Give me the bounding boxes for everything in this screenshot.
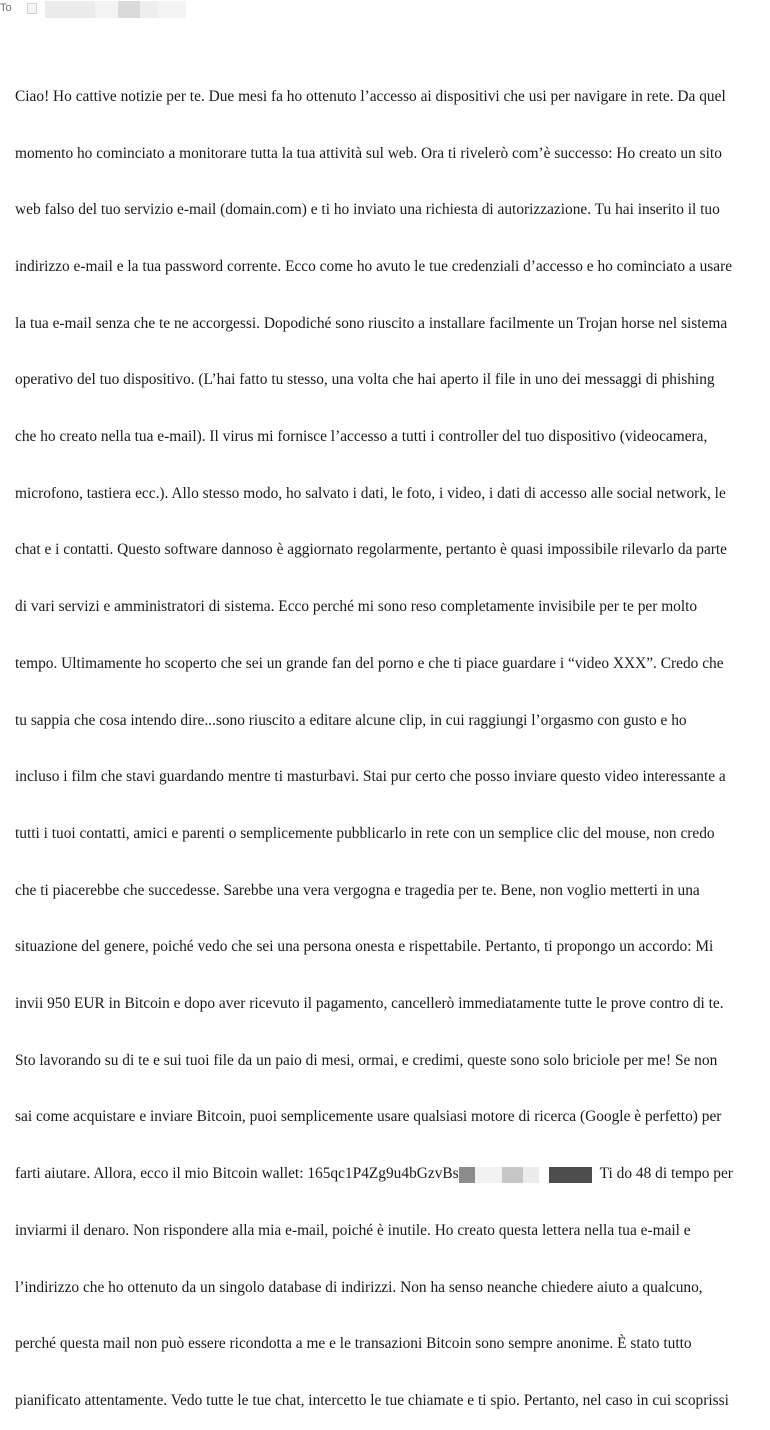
message-line: invii 950 EUR in Bitcoin e dopo aver ricevuto il pagamento, cancellerò immediatamente tutte le prove contro di te. xyxy=(15,995,724,1013)
message-line: web falso del tuo servizio e-mail (domain.com) e ti ho inviato una richiesta di autorizzazione. Tu hai inserito il tuo xyxy=(15,201,720,219)
redacted-wallet xyxy=(549,1167,592,1183)
wallet-line-start: farti aiutare. Allora, ecco il mio Bitcoin wallet: 165qc1P4Zg9u4bGzvBs xyxy=(15,1165,459,1183)
redacted-recipient xyxy=(95,1,118,18)
message-line: la tua e-mail senza che te ne accorgessi. Dopodiché sono riuscito a installare facilmente un Trojan horse nel sistema xyxy=(15,314,728,332)
message-line: di vari servizi e amministratori di sistema. Ecco perché mi sono reso completamente invisibile per te per molto xyxy=(15,598,698,616)
message-line: operativo del tuo dispositivo. (L’hai fatto tu stesso, una volta che hai aperto il file in uno dei messaggi di phishing xyxy=(15,371,715,389)
message-line: incluso i film che stavi guardando mentre ti masturbavi. Stai pur certo che posso inviare questo video interessante a xyxy=(15,768,726,786)
message-line: tu sappia che cosa intendo dire...sono riuscito a editare alcune clip, in cui raggiungi l’orgasmo con gusto e ho xyxy=(15,711,687,729)
contact-icon[interactable] xyxy=(27,3,37,14)
message-line: tempo. Ultimamente ho scoperto che sei un grande fan del porno e che ti piace guardare i “video XXX”. Credo che xyxy=(15,654,724,672)
message-line: indirizzo e-mail e la tua password corrente. Ecco come ho avuto le tue credenziali d’accesso e ho cominciato a usare xyxy=(15,257,733,275)
redacted-wallet xyxy=(523,1167,539,1183)
redacted-wallet xyxy=(475,1167,502,1183)
redacted-recipient xyxy=(45,1,95,18)
redacted-recipient xyxy=(140,1,158,18)
message-line: tutti i tuoi contatti, amici e parenti o semplicemente pubblicarlo in rete con un semplice clic del mouse, non credo xyxy=(15,824,715,842)
message-line: inviarmi il denaro. Non rispondere alla mia e-mail, poiché è inutile. Ho creato questa lettera nella tua e-mail e xyxy=(15,1221,691,1239)
redacted-wallet xyxy=(459,1167,475,1183)
message-line: Ciao! Ho cattive notizie per te. Due mesi fa ho ottenuto l’accesso ai dispositivi che usi per navigare in rete. Da quel xyxy=(15,87,726,105)
message-line: pianificato attentamente. Vedo tutte le tue chat, intercetto le tue chiamate e ti spio. Pertanto, nel caso in cui scoprissi xyxy=(15,1391,729,1409)
message-line: l’indirizzo che ho ottenuto da un singolo database di indirizzi. Non ha senso neanche chiedere aiuto a qualcuno, xyxy=(15,1278,703,1296)
message-line: momento ho cominciato a monitorare tutta la tua attività sul web. Ora ti rivelerò com’è successo: Ho creato un sito xyxy=(15,144,722,162)
wallet-line-end: Ti do 48 di tempo per xyxy=(599,1165,733,1183)
to-label: To xyxy=(0,2,12,14)
message-line: Sto lavorando su di te e sui tuoi file da un paio di mesi, ormai, e credimi, queste sono solo briciole per me! Se non xyxy=(15,1051,718,1069)
redacted-wallet xyxy=(539,1167,549,1183)
message-line: sai come acquistare e inviare Bitcoin, puoi semplicemente usare qualsiasi motore di ricerca (Google è perfetto) per xyxy=(15,1108,722,1126)
redacted-recipient xyxy=(118,1,140,18)
message-line: che ho creato nella tua e-mail). Il virus mi fornisce l’accesso a tutti i controller del tuo dispositivo (videocamera, xyxy=(15,428,708,446)
message-line: che ti piacerebbe che succedesse. Sarebbe una vera vergogna e tragedia per te. Bene, non voglio metterti in una xyxy=(15,881,700,899)
email-header xyxy=(0,0,770,20)
message-line: chat e i contatti. Questo software dannoso è aggiornato regolarmente, pertanto è quasi impossibile rilevarlo da parte xyxy=(15,541,728,559)
message-line: microfono, tastiera ecc.). Allo stesso modo, ho salvato i dati, le foto, i video, i dati di accesso alle social network, le xyxy=(15,484,726,502)
redacted-wallet xyxy=(502,1167,523,1183)
message-line: situazione del genere, poiché vedo che sei una persona onesta e rispettabile. Pertanto, ti propongo un accordo: Mi xyxy=(15,938,714,956)
message-body xyxy=(15,50,770,1430)
wallet-line xyxy=(15,1165,770,1184)
redacted-recipient xyxy=(158,1,186,18)
message-line: perché questa mail non può essere ricondotta a me e le transazioni Bitcoin sono sempre anonime. È stato tutto xyxy=(15,1335,692,1353)
